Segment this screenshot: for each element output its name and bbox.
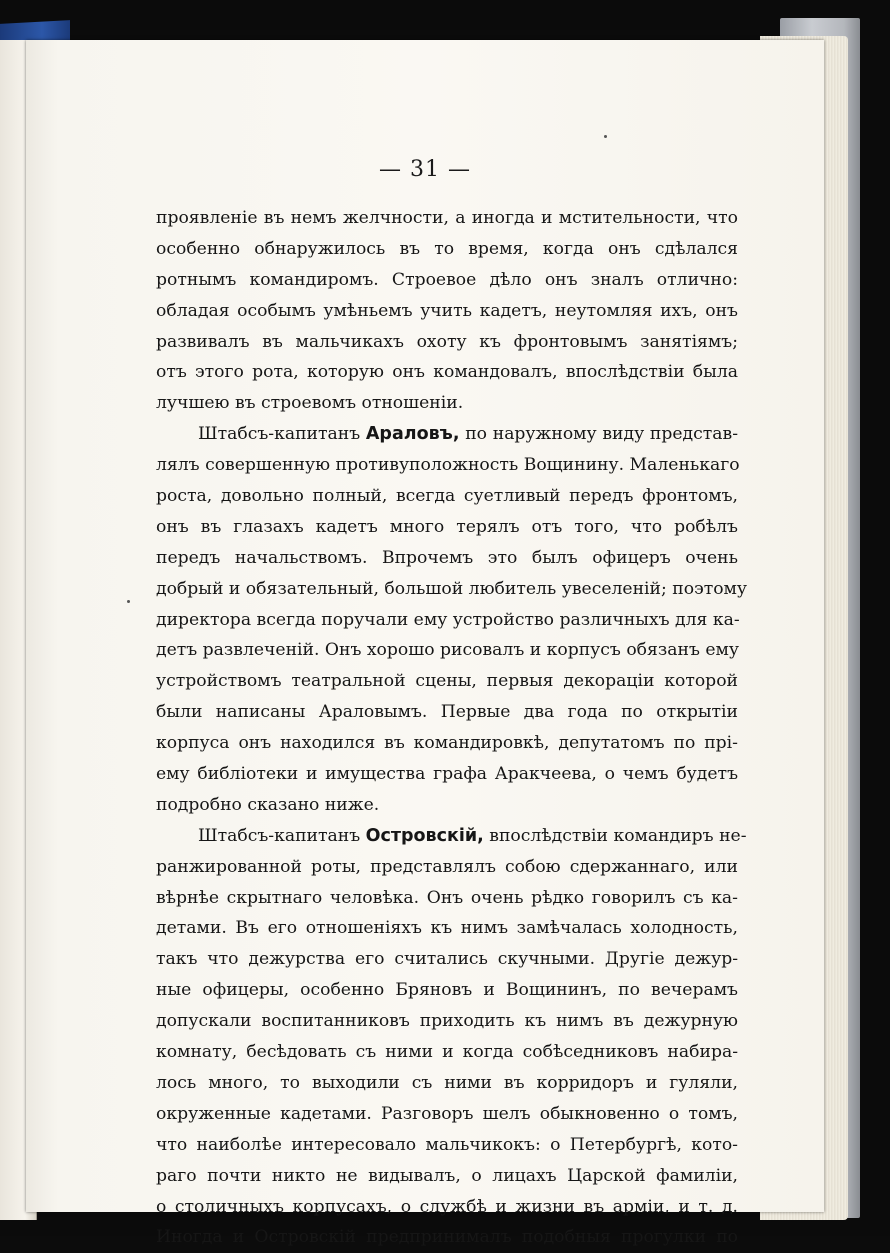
text-line: окруженные кадетами. Разговоръ шелъ обыкновенно о томъ, — [156, 1103, 738, 1124]
paper-speck — [604, 135, 607, 138]
text-line: комнату, бесѣдовать съ ними и когда собѣседниковъ набира- — [156, 1042, 738, 1063]
text-line: были написаны Араловымъ. Первые два года по открытіи — [156, 702, 738, 723]
text-line: устройствомъ театральной сцены, первыя декораціи которой — [156, 671, 738, 692]
text-line: детъ развлеченій. Онъ хорошо рисовалъ и корпусъ обязанъ ему — [156, 640, 739, 661]
book-page — [26, 40, 824, 1248]
text-line: передъ начальствомъ. Впрочемъ это былъ офицеръ очень — [156, 547, 738, 568]
body-text — [156, 203, 748, 1253]
text-line: ему библіотеки и имущества графа Аракчеева, о чемъ будетъ — [156, 764, 738, 785]
text-line: раго почти никто не видывалъ, о лицахъ Царской фамиліи, — [156, 1165, 738, 1186]
text-line: вѣрнѣе скрытнаго человѣка. Онъ очень рѣдко говорилъ съ ка- — [156, 887, 738, 908]
text-fragment: Штабсъ-капитанъ — [198, 424, 361, 445]
text-line: отъ этого рота, которую онъ командовалъ, впослѣдствіи была — [156, 362, 738, 383]
person-name: Араловъ, — [365, 424, 460, 445]
text-line: ранжированной роты, представлялъ собою сдержаннаго, или — [156, 856, 738, 877]
text-line: корпуса онъ находился въ командировкѣ, депутатомъ по прі- — [156, 733, 738, 754]
text-line: лучшею въ строевомъ отношеніи. — [156, 393, 464, 414]
page-number: — 31 — — [379, 157, 471, 182]
text-line: ротнымъ командиромъ. Строевое дѣло онъ зналъ отлично: — [156, 269, 738, 290]
text-line: такъ что дежурства его считались скучными. Другіе дежур- — [156, 949, 738, 970]
text-line: лялъ совершенную противуположность Вощинину. Маленькаго — [156, 455, 740, 476]
text-line: роста, довольно полный, всегда суетливый передъ фронтомъ, — [156, 486, 738, 507]
paper-speck — [127, 600, 130, 603]
text-line: обладая особымъ умѣньемъ учить кадетъ, неутомляя ихъ, онъ — [156, 300, 738, 321]
text-line: онъ въ глазахъ кадетъ много терялъ отъ того, что робѣлъ — [156, 516, 738, 537]
text-line: о столичныхъ корпусахъ, о службѣ и жизни въ арміи, и т. д. — [156, 1196, 738, 1217]
text-line: Иногда и Островскій предпринималъ подобныя прогулки по — [156, 1227, 738, 1248]
text-line: лось много, то выходили съ ними въ корридоръ и гуляли, — [156, 1072, 738, 1093]
text-fragment: впослѣдствіи командиръ не- — [489, 825, 747, 846]
paragraph-first-line — [156, 419, 738, 450]
text-line: детами. Въ его отношеніяхъ къ нимъ замѣчалась холодность, — [156, 918, 738, 939]
text-line: проявленіе въ немъ желчности, а иногда и мстительности, что — [156, 208, 738, 228]
text-line: допускали воспитанниковъ приходить къ нимъ въ дежурную — [156, 1011, 738, 1032]
text-line: ные офицеры, особенно Бряновъ и Вощининъ, по вечерамъ — [156, 980, 738, 1001]
text-line: подробно сказано ниже. — [156, 794, 380, 815]
text-line: добрый и обязательный, большой любитель увеселеній; поэтому — [156, 578, 748, 599]
person-name: Островскій, — [365, 825, 484, 846]
text-fragment: Штабсъ-капитанъ — [198, 825, 361, 846]
paragraph-first-line — [156, 821, 747, 852]
text-fragment: по наружному виду представ- — [465, 424, 739, 445]
text-line: директора всегда поручали ему устройство различныхъ для ка- — [156, 609, 740, 630]
text-line: развивалъ въ мальчикахъ охоту къ фронтовымъ занятіямъ; — [156, 331, 738, 352]
text-line: особенно обнаружилось въ то время, когда онъ сдѣлался — [156, 238, 738, 259]
text-line: что наиболѣе интересовало мальчикокъ: о Петербургѣ, кото- — [156, 1134, 738, 1155]
